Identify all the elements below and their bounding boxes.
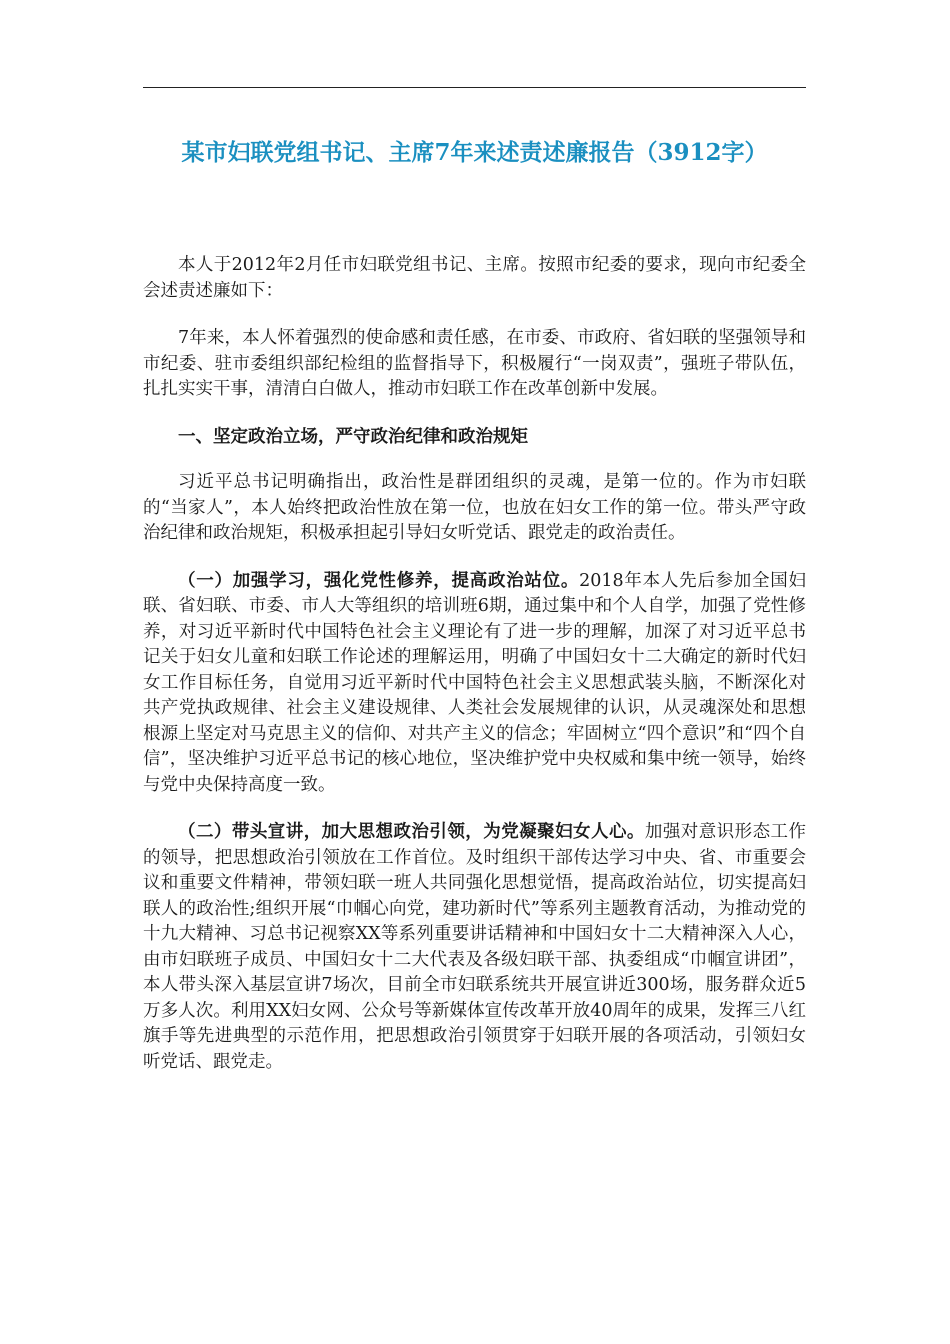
paragraph-text: 7年来，本人怀着强烈的使命感和责任感，在市委、市政府、省妇联的坚强领导和市纪委、驻市委组织部纪检组的监督指导下，积极履行“一岗双责”，强班子带队伍，扎扎实实干事，清清白白做人，推动市妇联工作在改革创新中发展。 (143, 328, 806, 399)
paragraph-text: 本人于2012年2月任市妇联党组书记、主席。按照市纪委的要求，现向市纪委全会述责述廉如下： (143, 255, 806, 301)
paragraph-subsection-1 (143, 569, 806, 799)
document-title: 某市妇联党组书记、主席7年来述责述廉报告（3912字） (181, 139, 768, 166)
paragraph-subsection-2 (143, 820, 806, 1075)
paragraph-overview (143, 326, 806, 403)
subsection-lead: （二）带头宣讲，加大思想政治引领，为党凝聚妇女人心。 (178, 822, 645, 842)
paragraph-text: 习近平总书记明确指出，政治性是群团组织的灵魂，是第一位的。作为市妇联的“当家人”，本人始终把政治性放在第一位，也放在妇女工作的第一位。带头严守政治纪律和政治规矩，积极承担起引导妇女听党话、跟党走的政治责任。 (143, 472, 806, 543)
paragraph-text: 2018年本人先后参加全国妇联、省妇联、市委、市人大等组织的培训班6期，通过集中和个人自学，加强了党性修养，对习近平新时代中国特色社会主义理论有了进一步的理解，加深了对习近平总书记关于妇女儿童和妇联工作论述的理解运用，明确了中国妇女十二大确定的新时代妇女工作目标任务，自觉用习近平新时代中国特色社会主义思想武装头脑，不断深化对共产党执政规律、社会主义建设规律、人类社会发展规律的认识，从灵魂深处和思想根源上坚定对马克思主义的信仰、对共产主义的信念；牢固树立“四个意识”和“四个自信”，坚决维护习近平总书记的核心地位，坚决维护党中央权威和集中统一领导，始终与党中央保持高度一致。 (143, 570, 806, 795)
paragraph-intro (143, 253, 806, 304)
section-heading-text: 一、坚定政治立场，严守政治纪律和政治规矩 (178, 426, 528, 447)
paragraph-section-1-intro (143, 470, 806, 547)
section-heading-1 (143, 425, 806, 451)
header-rule (143, 87, 806, 88)
paragraph-text: 加强对意识形态工作的领导，把思想政治引领放在工作首位。及时组织干部传达学习中央、省、市重要会议和重要文件精神，带领妇联一班人共同强化思想觉悟，提高政治站位，切实提高妇联人的政治性;组织开展“巾帼心向党，建功新时代”等系列主题教育活动，为推动党的十九大精神、习总书记视察XX等系列重要讲话精神和中国妇女十二大精神深入人心，由市妇联班子成员、中国妇女十二大代表及各级妇联干部、执委组成“巾帼宣讲团”，本人带头深入基层宣讲7场次，目前全市妇联系统共开展宣讲近300场，服务群众近5万多人次。利用XX妇女网、公众号等新媒体宣传改革开放40周年的成果，发挥三八红旗手等先进典型的示范作用，把思想政治引领贯穿于妇联开展的各项活动，引领妇女听党话、跟党走。 (143, 822, 807, 1072)
document-body (143, 253, 806, 1097)
subsection-lead: （一）加强学习，强化党性修养，提高政治站位。 (178, 570, 580, 591)
